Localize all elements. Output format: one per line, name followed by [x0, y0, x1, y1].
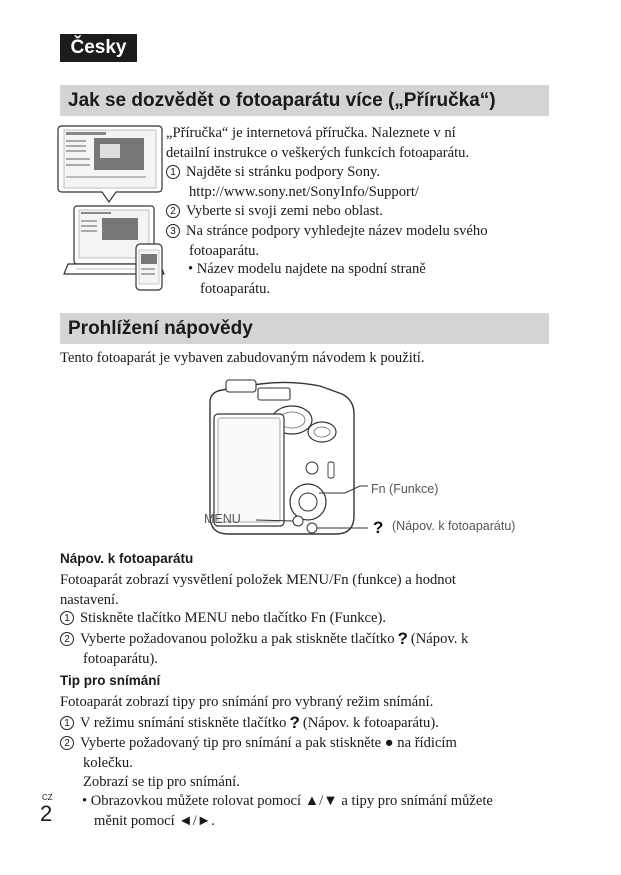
page-number: 2 [40, 801, 53, 826]
manual-note: • Název modelu najdete na spodní straně fotoaparátu. [188, 261, 426, 297]
country-code: CZ [42, 793, 53, 802]
help-step-1: 1 Stiskněte tlačítko MENU nebo tlačítko Fn (Funkce). [60, 609, 386, 629]
help-intro: Tento fotoaparát je vybaven zabudovaným návodem k použití. [60, 350, 425, 366]
help-callout-label: (Nápov. k fotoaparátu) [392, 519, 516, 533]
help-question-icon: ? [373, 518, 384, 537]
fn-callout-label: Fn (Funkce) [371, 482, 439, 496]
help-step-2: 2 Vyberte požadovanou položku a pak stiskněte tlačítko ? (Nápov. k fotoaparátu). [60, 629, 468, 669]
manual-intro: „Příručka“ je internetová příručka. Naleznete v ní detailní instrukce o veškerých funkcích fotoaparátu. [166, 125, 470, 161]
center-button-icon: ● [384, 735, 394, 751]
help-question-icon: ? [289, 713, 300, 732]
manual-step-2: 2 Vyberte si svoji zemi nebo oblast. [166, 202, 383, 222]
help-question-icon: ? [397, 629, 408, 648]
manual-step-1: 1 Najděte si stránku podpory Sony. http://www.sony.net/SonyInfo/Support/ [166, 163, 419, 202]
tips-step-2: 2 Vyberte požadovaný tip pro snímání a pak stiskněte ● na řídicím kolečku. Zobrazí se tip pro snímání. [60, 734, 457, 793]
support-url: http://www.sony.net/SonyInfo/Support/ [189, 183, 419, 200]
subheading-help: Nápov. k fotoaparátu [60, 551, 194, 566]
subheading-tips: Tip pro snímání [60, 673, 161, 688]
help-description: Fotoaparát zobrazí vysvětlení položek MENU/Fn (funkce) a hodnot nastavení. [60, 572, 456, 608]
manual-step-3: 3 Na stránce podpory vyhledejte název modelu svého fotoaparátu. [166, 222, 488, 261]
tips-description: Fotoaparát zobrazí tipy pro snímání pro vybraný režim snímání. [60, 694, 434, 710]
section-title-manual: Jak se dozvědět o fotoaparátu více („Příručka“) [60, 85, 549, 116]
menu-callout-label: MENU [204, 512, 241, 526]
section-title-help: Prohlížení nápovědy [60, 313, 549, 344]
language-tab: Česky [60, 34, 137, 62]
devices-illustration [54, 124, 166, 302]
tips-note: • Obrazovkou můžete rolovat pomocí ▲/▼ a tipy pro snímání můžete měnit pomocí ◄/►. [82, 793, 493, 829]
tips-step-1: 1 V režimu snímání stiskněte tlačítko ? (Nápov. k fotoaparátu). [60, 713, 439, 734]
